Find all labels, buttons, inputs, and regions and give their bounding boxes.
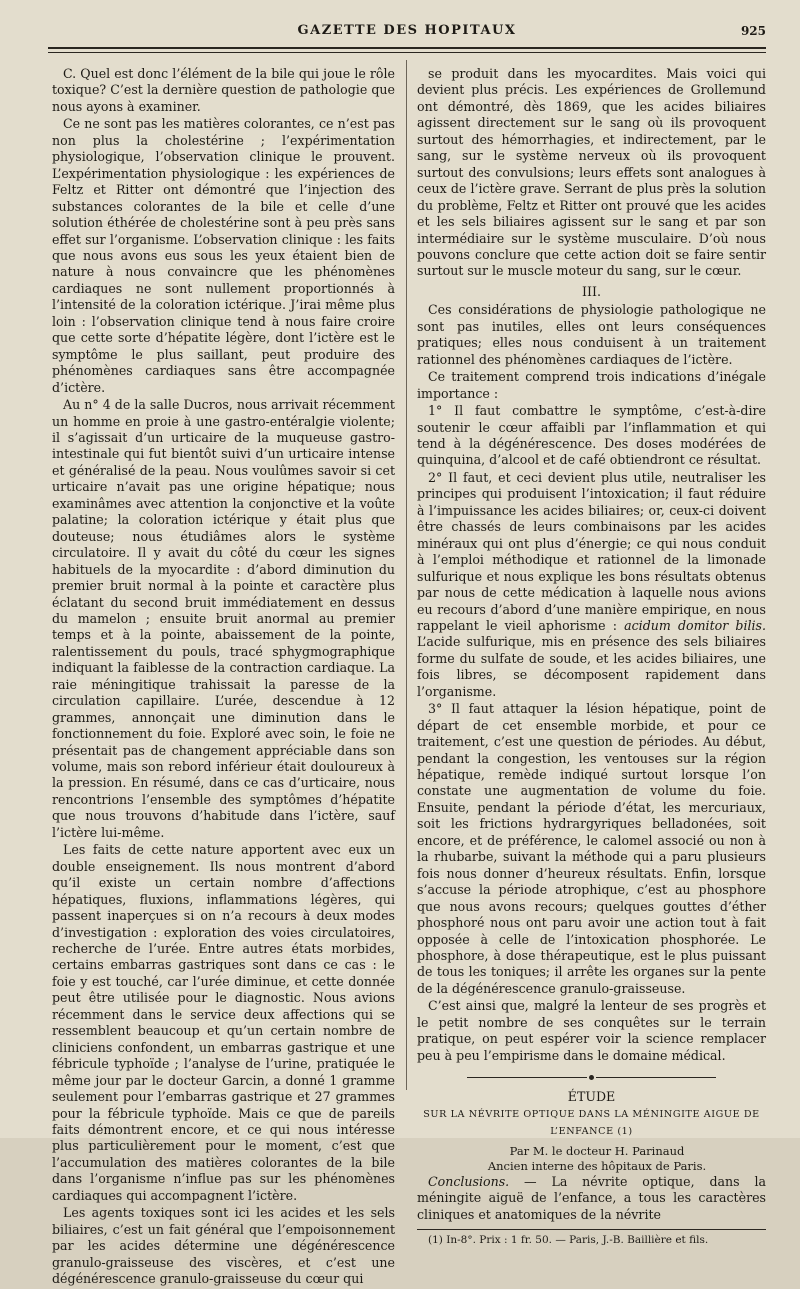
paragraph: 1° Il faut combattre le symptôme, c’est-à-dire soutenir le cœur affaibli par l’inflammation et qui tend à la dégénérescence. Des doses modérées de quinquina, d’alcool et de café obtiendront ce résultat.	[417, 403, 766, 468]
journal-title: GAZETTE DES HOPITAUX	[297, 23, 517, 38]
header-rule	[48, 47, 766, 49]
paragraph-text: 2° Il faut, et ceci devient plus utile, neutraliser les principes qui produisent l’intoxication; il faut réduire à l’impuissance les acides biliaires; or, ceux-ci doivent être chassés de leurs combinaisons par les acides minéraux qui ont plus d’énergie; ce qui nous conduit à l’emploi méthodique et rationnel de la limonade sulfurique et nous explique les bons résultats obtenus par nous de cette médication à laquelle nous avions eu recours d’abord d’une manière empirique, en nous rappelant le vieil aphorisme :	[417, 469, 766, 633]
footnote-rule	[417, 1229, 766, 1230]
separator-line	[467, 1077, 587, 1078]
paragraph: C’est ainsi que, malgré la lenteur de ses progrès et le petit nombre de ses conquêtes sur le terrain pratique, on peut espérer voir la science remplacer peu à peu l’empirisme dans le domaine médical.	[417, 998, 766, 1063]
footnote: (1) In-8°. Prix : 1 fr. 50. — Paris, J.-B. Baillière et fils.	[428, 1234, 709, 1247]
conclusions-text: — La névrite optique, dans la méningite aiguë de l’enfance, a tous les caractères cliniques et anatomiques de la névrite	[417, 1174, 766, 1222]
paragraph	[417, 1174, 766, 1223]
page-header	[48, 20, 766, 46]
paragraph: 3° Il faut attaquer la lésion hépatique, point de départ de cet ensemble morbide, et pour ce traitement, c’est une question de périodes. Au début, pendant la congestion, les ventouses sur la région hépatique, remède indiqué surtout lorsque l’on constate une augmentation de volume du foie. Ensuite, pendant la période d’état, les mercuriaux, soit les frictions hydrargyriques belladonées, soit encore, et de préférence, le calomel associé ou non à la rhubarbe, suivant la méthode qui a paru plusieurs fois nous donner d’heureux résultats. Enfin, lorsque s’accuse la période atrophique, c’est au phosphore que nous avons recours; quelques gouttes d’éther phosphoré nous ont paru avoir une action tout à fait opposée à celle de l’intoxication phosphorée. Le phosphore, à dose thérapeutique, est le plus puissant de tous les toniques; il arrête les organes sur la pente de la dégénérescence granulo-graisseuse.	[417, 701, 766, 996]
column-divider	[406, 60, 407, 1090]
paragraph: Ce traitement comprend trois indications d’inégale importance :	[417, 369, 766, 401]
right-column	[417, 66, 766, 1248]
separator-line	[596, 1077, 716, 1078]
left-column	[52, 66, 395, 1289]
section-separator	[417, 1069, 766, 1085]
aphorism: acidum domitor bilis.	[624, 617, 766, 633]
conclusions-label: Conclusions.	[428, 1174, 510, 1189]
paragraph: Au n° 4 de la salle Ducros, nous arrivait récemment un homme en proie à une gastro-entéralgie violente; il s’agissait d’un urticaire de la muqueuse gastro-intestinale qui fut bientôt suivi d’un urticaire intense et généralisé de la peau. Nous voulûmes savoir si cet urticaire n’avait pas une origine hépatique; nous examinâmes avec attention la conjonctive et la voûte palatine; la coloration ictérique y était plus que douteuse; nous étudiâmes alors le système circulatoire. Il y avait du côté du cœur les signes habituels de la myocardite : d’abord diminution du premier bruit normal à la pointe et caractère plus éclatant du second bruit immédiatement en dessus du mamelon ; ensuite bruit anormal au premier temps et à la pointe, abaissement de la pointe, ralentissement du pouls, tracé sphygmographique indiquant la faiblesse de la contraction cardiaque. La raie méningitique trahissait la paresse de la circulation capillaire. L’urée, descendue à 12 grammes, annonçait une diminution dans le fonctionnement du foie. Exploré avec soin, le foie ne présentait pas de changement appréciable dans son volume, mais son rebord inférieur était douloureux à la pression. En résumé, dans ce cas d’urticaire, nous rencontrions l’ensemble des symptômes d’hépatite que nous trouvons d’habitude dans l’ictère, sauf l’ictère lui-même.	[52, 397, 395, 840]
article-subtitle: SUR LA NÉVRITE OPTIQUE DANS LA MÉNINGITE AIGUE DE L’ENFANCE (1)	[423, 1109, 760, 1137]
separator-ornament	[589, 1075, 594, 1080]
paragraph: C. Quel est donc l’élément de la bile qui joue le rôle toxique? C’est la dernière question de pathologie que nous ayons à examiner.	[52, 66, 395, 114]
article-title: ÉTUDE	[567, 1088, 616, 1104]
article-author: Par M. le docteur H. Parinaud	[509, 1144, 685, 1158]
paragraph	[417, 470, 766, 700]
paragraph: se produit dans les myocardites. Mais voici qui devient plus précis. Les expériences de Grollemund ont démontré, dès 1869, que les acides biliaires agissent directement sur le sang où ils provoquent surtout des hémorrhagies, et indirectement, par le sang, sur le système nerveux où ils provoquent surtout des convulsions; leurs effets sont analogues à ceux de l’ictère grave. Serrant de plus près la solution du problème, Feltz et Ritter ont prouvé que les acides et les sels biliaires agissent sur le sang et par son intermédiaire sur le système musculaire. D’où nous pouvons conclure que cette action doit se faire sentir surtout sur le muscle moteur du sang, sur le cœur.	[417, 66, 766, 279]
paragraph: Les faits de cette nature apportent avec eux un double enseignement. Ils nous montrent d’abord qu’il existe un certain nombre d’affections hépatiques, fluxions, inflammations légères, qui passent inaperçues si on n’a recours à deux modes d’investigation : exploration des voies circulatoires, recherche de l’urée. Entre autres états morbides, certains embarras gastriques sont dans ce cas : le foie y est touché, car l’urée diminue, et cette donnée peut être utilisée pour le diagnostic. Nous avions récemment dans le service deux affections qui se ressemblent beaucoup et qu’un certain nombre de cliniciens confondent, un embarras gastrique et une fébricule typhoïde ; l’analyse de l’urine, pratiquée le même jour par le docteur Garcin, a donné 1 gramme seulement pour l’embarras gastrique et 27 grammes pour la fébricule typhoïde. Mais ce que de pareils faits démontrent encore, et ce qui nous intéresse plus particulièrement pour le moment, c’est que l’accumulation des matières colorantes de la bile dans l’organisme n’influe pas sur les phénomènes cardiaques qui accompagnent l’ictère.	[52, 842, 395, 1203]
article-author-affiliation: Ancien interne des hôpitaux de Paris.	[487, 1159, 707, 1173]
page-number: 925	[740, 24, 766, 38]
paragraph: Ces considérations de physiologie pathologique ne sont pas inutiles, elles ont leurs conséquences pratiques; elles nous conduisent à un traitement rationnel des phénomènes cardiaques de l’ictère.	[417, 302, 766, 367]
section-number: III.	[582, 283, 601, 299]
header-rule-thin	[48, 52, 766, 53]
paragraph: Les agents toxiques sont ici les acides et les sels biliaires, c’est un fait général que l’empoisonnement par les acides détermine une dégénérescence granulo-graisseuse des viscères, et c’est une dégénérescence granulo-graisseuse du cœur qui	[52, 1205, 395, 1287]
paragraph: Ce ne sont pas les matières colorantes, ce n’est pas non plus la cholestérine ; l’expérimentation physiologique, l’observation clinique le prouvent. L’expérimentation physiologique : les expériences de Feltz et Ritter ont démontré que l’injection des substances colorantes de la bile et celle d’une solution éthérée de cholestérine sont à peu près sans effet sur l’organisme. L’observation clinique : les faits que nous avons eus sous les yeux étaient bien de nature à nous convaincre que les phénomènes cardiaques ne sont nullement proportionnés à l’intensité de la coloration ictérique. J’irai même plus loin : l’observation clinique tend à nous faire croire que cette sorte d’hépatite légère, dont l’ictère est le symptôme le plus saillant, peut produire des phénomènes cardiaques sans être accompagnée d’ictère.	[52, 116, 395, 395]
paragraph-continuation: L’acide sulfurique, mis en présence des sels biliaires forme du sulfate de soude, et les acides biliaires, une fois libres, se décomposent rapidement dans l’organisme.	[417, 634, 766, 699]
